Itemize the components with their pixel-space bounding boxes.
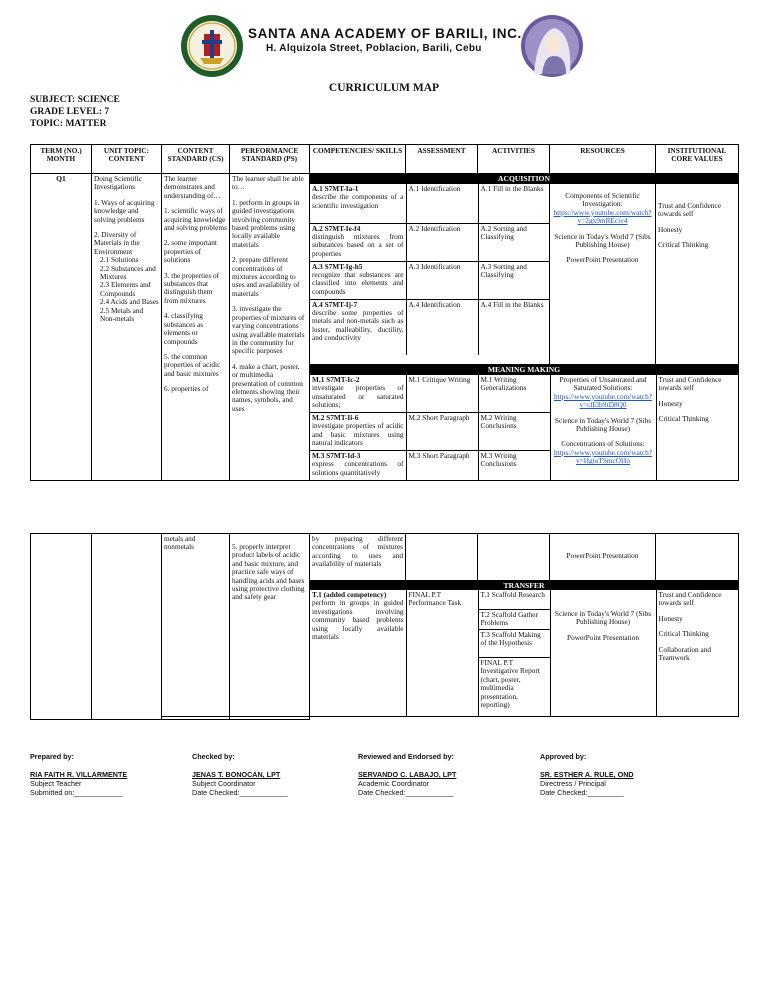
col-competencies <box>310 145 406 174</box>
ps-line: 1. perform in groups in guided investigations involving community based problems using locally available materials <box>232 197 300 249</box>
assessment-text: A.1 Identification <box>408 184 461 193</box>
activity-text: T.3 Scaffold Making of the Hypothesis <box>479 629 550 657</box>
ps-line: 5. properly interpret product labels of acidic and basic mixture, and practice safe ways of handling acids and bases using protective clothing and safety gear <box>232 542 305 602</box>
band-acquisition <box>310 174 739 184</box>
competency-code: A.2 S7MT-Ie-f4 <box>312 223 361 233</box>
assessment-cell <box>406 223 478 261</box>
subject-line: SUBJECT: SCIENCE <box>30 95 120 105</box>
col-activities <box>478 145 550 174</box>
table-row <box>310 184 550 223</box>
activity-text: M.3 Writing Conclusions <box>480 451 517 469</box>
col-resources <box>550 145 656 174</box>
activity-cell <box>478 375 550 413</box>
ps-line: 2. prepare different concentrations of mixtures according to uses and availability of materials <box>232 255 300 298</box>
competency-code: M.3 S7MT-Id-3 <box>312 451 361 460</box>
assessment-text: A.4 Identification <box>408 299 461 309</box>
acquisition-grid <box>310 184 550 365</box>
assessment-cell <box>406 590 478 716</box>
signature-prepared <box>30 752 127 797</box>
band-acquisition-label: ACQUISITION <box>498 174 550 183</box>
competency-text: describe some properties of metals and non-metals such as luster, malleability, ductility, and conductivity <box>312 307 404 343</box>
signature-date: Submitted on:____________ <box>30 788 123 797</box>
term-label: Q1 <box>56 174 66 183</box>
meaning-resources-continued <box>550 534 656 581</box>
ps-cell <box>230 174 310 481</box>
unit-cell-continued <box>92 534 162 720</box>
value-text: Honesty <box>658 613 683 623</box>
competency-text: by preparing different concentrations of mixtures according to uses and availability of materials <box>312 534 403 569</box>
activity-text: A.4 Fill in the Blanks <box>480 299 544 309</box>
topic-line: TOPIC: MATTER <box>30 119 107 129</box>
col-term <box>31 145 92 174</box>
cs-cell <box>162 174 230 481</box>
school-address: H. Alquizola Street, Poblacion, Barili, Cebu <box>266 43 482 54</box>
table-row <box>310 590 739 656</box>
assessment-cell <box>406 375 478 413</box>
competency-cell-continued <box>310 534 406 581</box>
subject-meta <box>30 94 120 130</box>
signature-label: Reviewed and Endorsed by: <box>358 752 454 761</box>
ps-line: 3. investigate the properties of mixtures of varying concentrations using available materials in the community for specific purposes <box>232 304 305 356</box>
unit-cell <box>92 174 162 481</box>
competency-cell <box>310 261 406 299</box>
activity-cell <box>478 261 550 299</box>
unit-line: 2.5 Metals and Non-metals <box>100 305 144 324</box>
competency-text: perform in groups in guided investigations involving community based problems using locally available materials <box>312 598 404 642</box>
resource-text: PowerPoint Presentation <box>567 632 639 642</box>
competency-code: A.3 S7MT-Ig-h5 <box>312 261 363 271</box>
signature-reviewed <box>358 752 456 797</box>
assessment-text: M.2 Short Paragraph <box>408 413 470 422</box>
ps-line: 4. make a chart, poster, or multimedia presentation of common elements showing their names, symbols, and uses <box>232 361 303 413</box>
resource-text: Properties of Unsaturated and Saturated Solutions: <box>559 375 647 393</box>
value-text: Critical Thinking <box>658 629 709 639</box>
signature-name: SR. ESTHER A. RULE, OND <box>540 770 634 779</box>
assessment-cell <box>406 299 478 355</box>
activity-cell <box>478 590 550 716</box>
activity-text: FINAL P.T Investigative Report (chart, poster, multimedia presentation, reporting) <box>479 657 550 710</box>
unit-line: Doing Scientific Investigations <box>94 174 143 192</box>
competency-text: investigate properties of acidic and basic mixtures using natural indicators <box>312 421 404 448</box>
col-cs-label: CONTENT STANDARD (CS) <box>167 146 224 164</box>
signature-label: Checked by: <box>192 752 235 761</box>
competency-cell <box>310 184 406 223</box>
meaning-making-section <box>310 365 739 481</box>
meaning-values <box>656 375 739 480</box>
cs-line: 1. scientific ways of acquiring knowledge and solving problems <box>164 206 227 233</box>
signature-checked <box>192 752 288 797</box>
col-ps <box>230 145 310 174</box>
value-text: Trust and Confidence towards self <box>658 590 722 608</box>
col-assessment-label: ASSESSMENT <box>417 146 466 155</box>
activity-cell <box>478 223 550 261</box>
competency-code: T.1 (added competency) <box>312 590 387 599</box>
activity-text: T.1 Scaffold Research <box>480 590 545 599</box>
activity-cell <box>478 413 550 451</box>
table-row <box>310 223 550 261</box>
activity-text: A.1 Fill in the Blanks <box>480 184 544 193</box>
signature-label: Approved by: <box>540 752 587 761</box>
acquisition-values <box>656 184 739 365</box>
resource-link[interactable]: https://www.youtube.com/watch?v=2gx9mREciv4 <box>553 207 652 226</box>
cs-line: 2. some important properties of solutions <box>164 238 217 265</box>
table-row <box>310 299 550 355</box>
ps-line: The learner shall be able to… <box>232 174 304 192</box>
assessment-text: M.3 Short Paragraph <box>408 451 470 460</box>
signature-role: Subject Coordinator <box>192 779 256 788</box>
assessment-cell <box>406 184 478 223</box>
competency-text: express concentrations of solutions quantitatively <box>312 459 404 477</box>
signature-role: Subject Teacher <box>30 779 82 788</box>
unit-line: 2.3 Elements and Compounds <box>100 280 151 298</box>
assessment-cell <box>406 413 478 451</box>
activity-cell <box>478 184 550 223</box>
value-text: Critical Thinking <box>658 414 709 424</box>
ps-cell-continued <box>230 534 310 717</box>
col-term-label: TERM (NO.) MONTH <box>40 146 82 164</box>
unit-line: 2. Diversity of Materials in the Environment <box>94 230 140 256</box>
cs-line: 3. the properties of substances that distinguish them from mixtures <box>164 270 220 305</box>
competency-text: distinguish mixtures from substances based on a set of properties <box>312 231 404 258</box>
signature-name: SERVANDO C. LABAJO, LPT <box>358 770 457 779</box>
curriculum-table-part2 <box>30 533 739 720</box>
band-meaning-making <box>310 365 738 374</box>
competency-cell <box>310 375 406 413</box>
competency-cell <box>310 299 406 355</box>
col-assessment <box>406 145 478 174</box>
competency-text: investigate properties of unsaturated or saturated solutions; <box>312 383 404 410</box>
curriculum-table-part1 <box>30 144 739 481</box>
col-competencies-label: COMPETENCIES/ SKILLS <box>312 146 403 155</box>
term-cell-continued <box>31 534 92 720</box>
competency-cell <box>310 451 406 480</box>
col-values-label: INSTITUTIONAL CORE VALUES <box>667 146 727 164</box>
table-row <box>310 375 739 413</box>
signature-label: Prepared by: <box>30 752 74 761</box>
activity-cell <box>478 451 550 480</box>
col-resources-label: RESOURCES <box>580 146 625 155</box>
activity-text: A.3 Sorting and Classifying <box>480 261 527 279</box>
competency-code: A.1 S7MT-Ia-1 <box>312 184 359 193</box>
resource-text: Science in Today's World 7 (Sibs Publishing House) <box>554 609 652 627</box>
resource-link[interactable]: https://www.youtube.com/watch?v=HgtoTSmcOHo <box>553 447 653 466</box>
unit-line: 2.1 Solutions <box>100 255 139 265</box>
signature-date: Date Checked:_________ <box>540 788 624 797</box>
resource-text: Science in Today's World 7 (Sibs Publishing House) <box>554 231 651 250</box>
assessment-text: A.3 Identification <box>408 261 461 271</box>
assessment-cell <box>406 261 478 299</box>
unit-line: 2.2 Substances and Mixtures <box>100 263 156 282</box>
signature-date: Date Checked:____________ <box>358 788 454 797</box>
activity-text: M.2 Writing Conclusions <box>480 413 517 431</box>
ps-cell-empty <box>230 717 310 720</box>
signature-date: Date Checked:____________ <box>192 788 288 797</box>
competency-text: recognize that substances are classified into elements and compounds <box>312 269 404 296</box>
assessment-cell <box>406 451 478 480</box>
table-row <box>310 261 550 299</box>
acquisition-rows <box>310 184 550 355</box>
unit-line: 2.4 Acids and Bases <box>100 297 159 307</box>
resource-text: Concentrations of Solutions: <box>561 439 645 449</box>
value-text: Trust and Confidence towards self <box>658 375 722 393</box>
assessment-text: A.2 Identification <box>408 223 461 233</box>
cs-cell-empty <box>162 717 230 720</box>
signature-role: Academic Coordinator <box>358 779 430 788</box>
term-cell <box>31 174 92 481</box>
signature-name: RIA FAITH R. VILLARMENTE <box>30 770 128 779</box>
competency-cell <box>310 413 406 451</box>
resource-link[interactable]: https://www.youtube.com/watch?v=clElbStD8Q0 <box>553 391 653 410</box>
values-cell-continued <box>656 534 739 581</box>
saint-portrait <box>520 14 584 78</box>
col-unit-label: UNIT TOPIC: CONTENT <box>103 146 150 164</box>
assessment-text: FINAL P.T Performance Task <box>408 590 462 608</box>
activity-cell-continued <box>478 534 550 581</box>
resource-text: Components of Scientific Investigation: <box>565 191 640 209</box>
signature-name: JENAS T. BONOCAN, LPT <box>192 770 281 779</box>
competency-cell <box>310 223 406 261</box>
value-text: Honesty <box>658 398 683 408</box>
cs-cell-continued <box>162 534 230 717</box>
col-unit <box>92 145 162 174</box>
school-name: SANTA ANA ACADEMY OF BARILI, INC. <box>248 26 522 41</box>
competency-code: M.1 S7MT-Ic-2 <box>312 375 360 384</box>
value-text: Critical Thinking <box>658 240 709 250</box>
meaning-resources <box>550 375 656 480</box>
resource-text: Science in Today's World 7 (Sibs Publishing House) <box>554 415 652 434</box>
cs-line: 6. properties of <box>164 384 209 394</box>
competency-code: A.4 S7MT-Ij-7 <box>312 299 358 309</box>
cs-line: 4. classifying substances as elements or compounds <box>164 311 204 346</box>
activity-text: A.2 Sorting and Classifying <box>480 223 527 241</box>
school-logo <box>180 14 244 78</box>
activity-text: T.2 Scaffold Gather Problems <box>479 609 550 629</box>
value-text: Trust and Confidence towards self <box>658 201 721 219</box>
competency-cell <box>310 590 406 716</box>
resource-text: PowerPoint Presentation <box>566 255 639 265</box>
col-ps-label: PERFORMANCE STANDARD (PS) <box>240 146 299 164</box>
band-meaning-label: MEANING MAKING <box>487 365 561 374</box>
signature-role: Directress / Principal <box>540 779 606 788</box>
transfer-rows <box>310 590 739 716</box>
assessment-cell-continued <box>406 534 478 581</box>
value-text: Honesty <box>658 224 683 234</box>
document-title: CURRICULUM MAP <box>328 82 440 94</box>
transfer-values <box>656 590 739 716</box>
transfer-resources <box>550 590 656 716</box>
competency-text: describe the components of a scientific investigation <box>312 192 404 210</box>
col-values <box>656 145 739 174</box>
cs-line: 5. the common properties of acidic and basic mixtures <box>164 351 221 378</box>
signature-approved <box>540 752 634 797</box>
cs-line: metals and nonmetals <box>164 534 196 552</box>
band-transfer <box>310 581 738 590</box>
value-text: Collaboration and Teamwork <box>658 644 711 663</box>
grade-line: GRADE LEVEL: 7 <box>30 107 110 117</box>
assessment-text: M.1 Critique Writing <box>408 375 471 384</box>
activity-cell <box>478 299 550 355</box>
cs-line: The learner demonstrates and understanding of… <box>164 174 221 200</box>
meaning-rows <box>310 374 739 480</box>
acquisition-resources <box>550 184 656 365</box>
col-activities-label: ACTIVITIES <box>492 146 535 155</box>
unit-line: 1. Ways of acquiring knowledge and solving problems <box>94 197 155 224</box>
resource-text: PowerPoint Presentation <box>566 551 639 560</box>
band-transfer-label: TRANSFER <box>503 581 545 590</box>
activity-text: M.1 Writing Generalizations <box>480 375 527 393</box>
competency-code: M.2 S7MT-Ii-6 <box>312 413 359 422</box>
col-cs <box>162 145 230 174</box>
transfer-section <box>310 581 739 717</box>
